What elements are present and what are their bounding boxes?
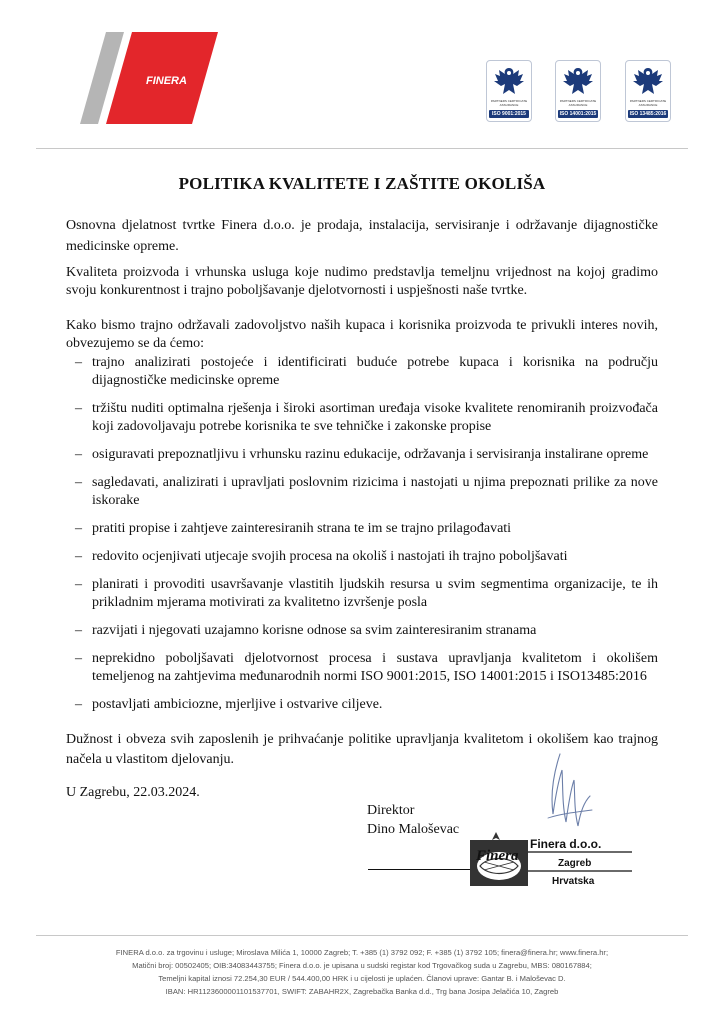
svg-text:Zagreb: Zagreb	[558, 858, 592, 869]
list-item: – planirati i provoditi usavršavanje vlastitih ljudskih resursa u svim segmentima organizacije, te ih prikladnim mjerama motivirati za kvalitetno izvršenje posla	[66, 576, 658, 612]
list-item: – pratiti propise i zahtjeve zainteresiranih strana te im se trajno prilagođavati	[66, 520, 658, 538]
intro-paragraph: Osnovna djelatnost tvrtke Finera d.o.o. je prodaja, instalacija, servisiranje i održavanje dijagnostičke medicinske opreme.	[66, 218, 658, 254]
svg-text:FINERA: FINERA	[146, 75, 187, 87]
list-item: – trajno analizirati postojeće i identificirati buduće potrebe kupaca i korisnika na području dijagnostičke medicinske opreme	[66, 354, 658, 390]
document-title: POLITIKA KVALITETE I ZAŠTITE OKOLIŠA	[178, 174, 546, 193]
svg-text:Finera: Finera	[476, 848, 519, 864]
svg-text:Hrvatska: Hrvatska	[552, 876, 595, 887]
document-body	[66, 215, 658, 770]
certificate-badges	[486, 60, 671, 122]
iso-9001-badge: PARTNERS CERTIFICATE ASSURANCE ISO 9001:2015	[486, 60, 532, 122]
footer-line: Matični broj: 00502405; OIB:34083443755; Finera d.o.o. je upisana u sudski registar kod Trgovačkog suda u Zagrebu, MBS: 080167884;	[132, 961, 592, 970]
list-item: – osiguravati prepoznatljivu i vrhunsku razinu edukacije, održavanja i servisiranja instalirane opreme	[66, 446, 658, 464]
iso-14001-badge: PARTNERS CERTIFICATE ASSURANCE ISO 14001:2015	[555, 60, 601, 122]
list-item: – postavljati ambiciozne, mjerljive i ostvarive ciljeve.	[66, 696, 658, 714]
iso-13485-badge: PARTNERS CERTIFICATE ASSURANCE ISO 13485:2016	[625, 60, 671, 122]
svg-text:Finera d.o.o.: Finera d.o.o.	[530, 837, 602, 851]
footer-divider	[36, 935, 688, 936]
eagle-emblem-icon	[630, 64, 666, 98]
handwritten-signature	[520, 752, 600, 840]
footer-line: FINERA d.o.o. za trgovinu i usluge; Miroslava Milića 1, 10000 Zagreb; T. +385 (1) 3792 092; F. +385 (1) 3792 105; finera@finera.hr; www.finera.hr;	[115, 948, 609, 957]
signature-line	[368, 869, 470, 870]
footer-line: IBAN: HR1123600001101537701, SWIFT: ZABAHR2X, Zagrebačka Banka d.d., Trg bana Josipa Jelačića 10, Zagreb	[165, 987, 559, 996]
list-item: – tržištu nuditi optimalna rješenja i široki asortiman uređaja visoke kvalitete renomiranih proizvođača koji zadovoljavaju potrebe korisnika te sve tehničke i zakonske propise	[66, 400, 658, 436]
footer-line: Temeljni kapital iznosi 72.254,30 EUR / 544.400,00 HRK i u cijelosti je uplaćen. Članovi uprave: Gantar B. i Maloševac D.	[158, 974, 566, 983]
list-item: – redovito ocjenjivati utjecaje svojih procesa na okoliš i nastojati ih trajno poboljšavati	[66, 548, 658, 566]
company-stamp	[466, 830, 636, 890]
list-item: – sagledavati, analizirati i upravljati poslovnim rizicima i nastojati u njima prepoznati prilike za nove iskorake	[66, 474, 658, 510]
list-item: – razvijati i njegovati uzajamno korisne odnose sa svim zainteresiranim stranama	[66, 622, 658, 640]
finera-logo	[80, 32, 218, 124]
signer-block	[367, 801, 459, 839]
eagle-emblem-icon	[560, 64, 596, 98]
eagle-emblem-icon	[491, 64, 527, 98]
place-date: U Zagrebu, 22.03.2024.	[66, 785, 200, 800]
signer-role: Direktor	[367, 803, 415, 818]
signer-name: Dino Maloševac	[367, 822, 460, 837]
duty-paragraph: Dužnost i obveza svih zaposlenih je prihvaćanje politike upravljanja kvalitetom i okolišem kao trajnog načela u vlastitom djelovanju.	[66, 732, 658, 767]
company-footer	[0, 946, 724, 998]
commitment-intro: Kako bismo trajno održavali zadovoljstvo naših kupaca i korisnika proizvoda te privukli interes novih, obvezujemo se da ćemo:	[66, 318, 658, 351]
commitment-list	[66, 354, 658, 714]
list-item: – neprekidno poboljšavati djelotvornost procesa i sustava upravljanja kvalitetom i okolišem temeljenog na zahtjevima međunarodnih normi ISO 9001:2015, ISO 14001:2015 i ISO13485:2016	[66, 650, 658, 686]
quality-paragraph: Kvaliteta proizvoda i vrhunska usluga koje nudimo predstavlja temeljnu vrijednost na kojoj gradimo svoju konkurentnost i trajno poboljšavanje djelotvornosti i uspješnosti naše tvrtke.	[66, 265, 658, 298]
header-divider	[36, 148, 688, 149]
